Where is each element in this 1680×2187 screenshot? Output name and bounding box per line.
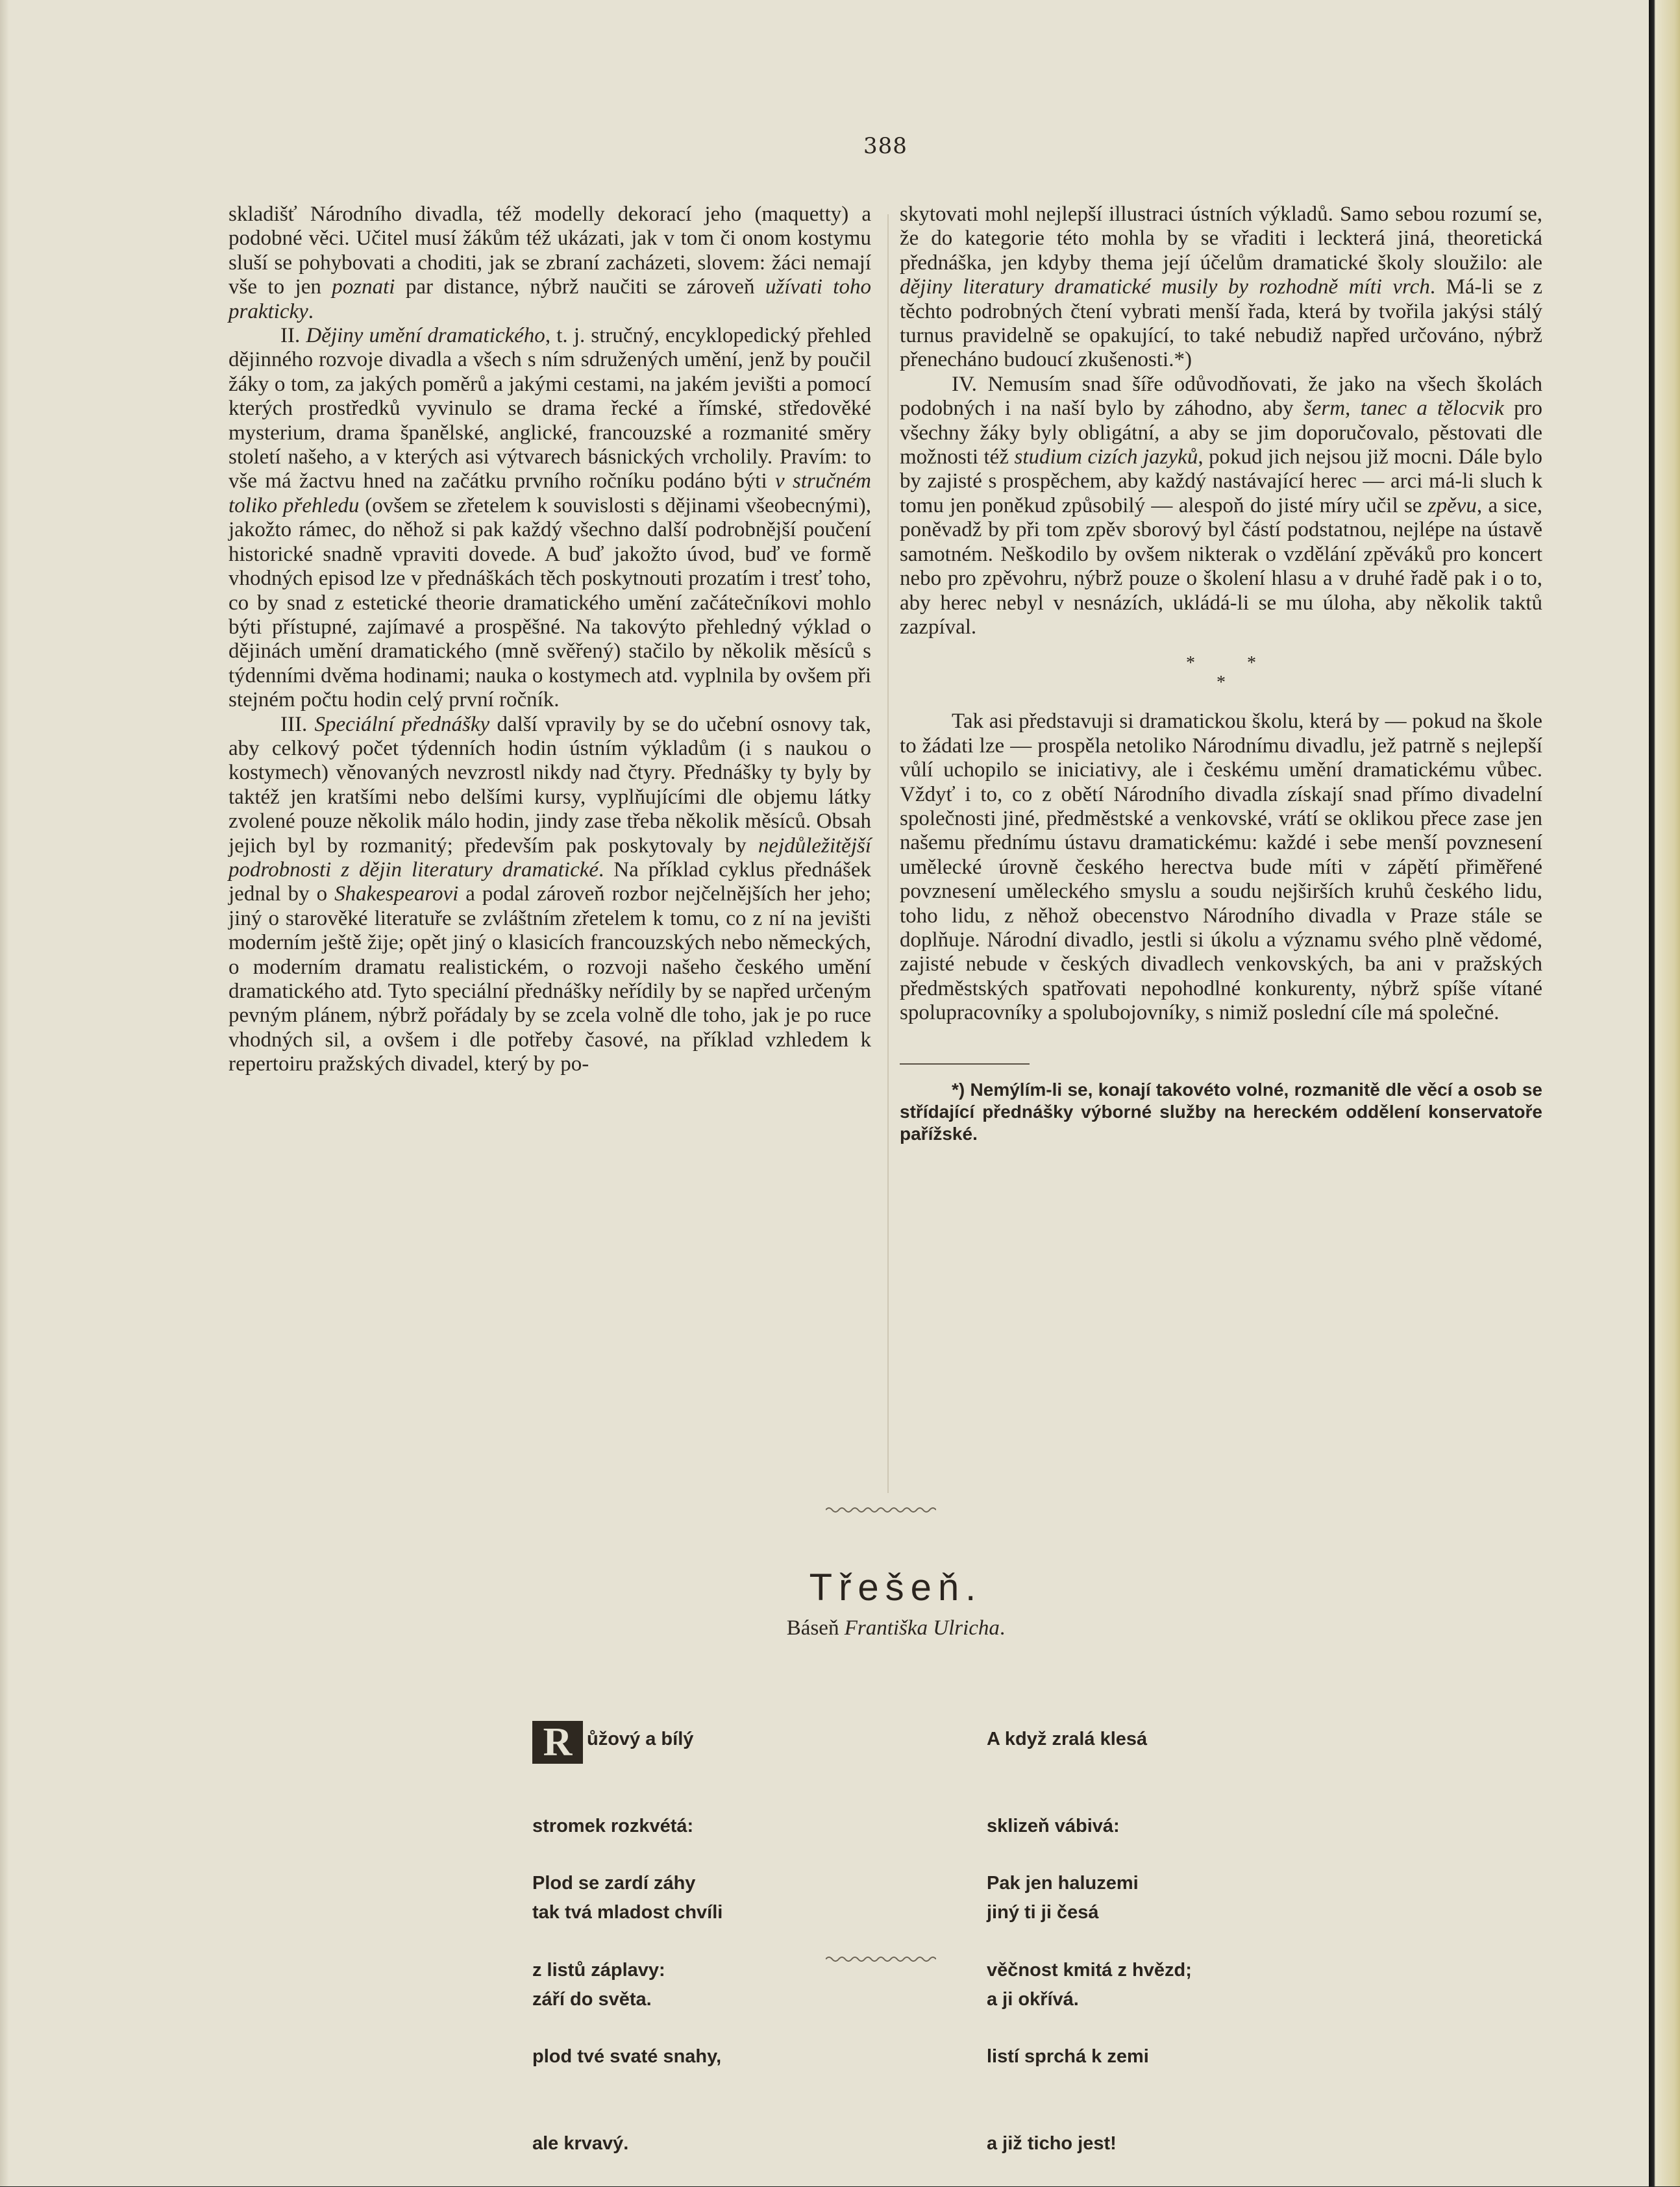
poem-stanza-4 — [987, 1811, 1192, 2187]
poem-line: září do světa. — [532, 1988, 652, 2010]
poem-line: Pak jen haluzemi — [987, 1873, 1139, 1894]
poem-line: a již ticho jest! — [987, 2132, 1117, 2154]
paragraph-skladist: skladišť Národního divadla, též modelly dekorací jeho (maquetty) a podobné věci. Učitel musí žákům též ukázati, jak v tom či onom kostymu sluší se pohybovati a choditi, jak se zbraní zacházeti, slovem: žáci nemají vše to jen poznati par distance, nýbrž naučiti se zároveň užívati toho prakticky. — [229, 203, 871, 323]
column-divider — [887, 214, 889, 1493]
poem-line: tak tvá mladost chvíli — [532, 1902, 723, 1923]
poem-line: sklizeň vábivá: — [987, 1815, 1120, 1836]
poem-title: Třešeň. — [809, 1566, 983, 1609]
ornament-wave-top — [826, 1503, 936, 1516]
footnote-rule — [900, 1063, 1030, 1065]
star-2: * — [1247, 653, 1256, 674]
poem-line: věčnost kmitá z hvězd; — [987, 1959, 1192, 1981]
poem-line: stromek rozkvétá: — [532, 1815, 694, 1836]
paragraph-specialni-prednasky: III. Speciální přednášky další vpravily by se do učební osnovy tak, aby celkový počet týdenních hodin ústním výkladům (i s naukou o kostymech) věnovaných nevzrostl nikdy nad čtyry. Přednášky ty byly by taktéž jen kratšími nebo delšími kursy, vyplňujícími dle objemu látky zvolené pouze několik málo hodin, jindy zase třeba několik měsíců. Obsah jejich byl by rozmanitý; především pak poskytovaly by nejdůležitější podrobnosti z dějin literatury dramatické. Na příklad cyklus přednášek jednal by o Shakespearovi a podal zároveň rozbor nejčelnějších her jeho; jiný o starověké literatuře se zvláštním zřetelem k tomu, co z ní na jevišti moderním ještě žije; opět jiný o klasicích francouzských nebo německých, o moderním dramatu realistickém, o rozvoji našeho českého umění dramatického atd. Tyto speciální přednášky neřídily by se napřed určeným pevným plánem, nýbrž pořádaly by se zcela volně dle toho, jak je po ruce vhodných sil, a ovšem i dle potřeby časové, na příklad vzhledem k repertoiru pražských divadel, který by po- — [229, 712, 871, 1076]
poem-line: z listů záplavy: — [532, 1959, 665, 1981]
footnote: *) Nemýlím-li se, konají takovéto volné, rozmanitě dle věcí a osob se střídající přednášky výborné služby na hereckém oddělení konservatoře pařížské. — [900, 1079, 1542, 1144]
page-right-edge — [1649, 0, 1680, 2186]
paragraph-skytovati: skytovati mohl nejlepší illustraci ústních výkladů. Samo sebou rozumí se, že do kategorie této mohla by se vřaditi i leckterá jiná, theoretická přednáška, jen kdyby thema její účelům dramatické školy sloužilo: ale dějiny literatury dramatické musily by rozhodně míti vrch. Má-li se z těchto podrobných čtení vybrati menší řada, která by tvořila jakýsi stálý turnus pravidelně se opakující, to také nebudiž napřed určováno, nýbrž přenecháno budoucí zkušenosti.*) — [900, 203, 1542, 372]
paragraph-tak-asi: Tak asi představuji si dramatickou školu, která by — pokud na škole to žádati lze — prospěla netoliko Národnímu divadlu, jež patrně s nejlepší vůlí uchopilo se iniciativy, ale i českému umění dramatickému vůbec. Vždyť i to, co z obětí Národního divadla získají snad přímo divadelní společnosti jiné, předměstské a venkovské, vrátí se oklikou přece zase jen našemu přednímu ústavu dramatickému: každé i sebe menší povznesení umělecké úrovně českého herectva bude míti v zápětí přiměřené povznesení uměleckého smyslu a soudu nejširších kruhů českého lidu, toho lidu, z něhož obecenstvo Národního divadla v Praze stále se doplňuje. Národní divadlo, jestli si úkolu a významu svého plně vědomé, zajisté nebude v českých divadlech venkovských, ba ani v pražských předměstských spatřovati nepohodlné konkurenty, nýbrž spíše vítané spolupracovníky a spolubojovníky, s nimiž poslední cíle má společné. — [900, 710, 1542, 1025]
left-column — [229, 203, 871, 1077]
poem-line: Plod se zardí záhy — [532, 1873, 696, 1894]
poem-line: R ůžový a bílý — [532, 1725, 723, 1754]
paragraph-dejiny-umeni: II. Dějiny umění dramatického, t. j. stručný, encyklopedický přehled dějinného rozvoje divadla a všech s ním sdružených umění, jenž by poučil žáky o tom, za jakých poměrů a jakými cestami, na jakém jevišti a pomocí kterých prostředků vyvinulo se drama řecké a římské, středověké mysterium, drama španělské, anglické, francouzské a rozmanité směry století našeho, a v kterých asi výtvarech básnických vrcholily. Pravím: to vše má žactvu hned na začátku prvního ročníku podáno býti v stručném toliko přehledu (ovšem se zřetelem k souvislosti s dějinami všeobecnými), jakožto rámec, do něhož si pak každý všechno další podrobnější poučení historické snadně vpraviti dovede. A buď jakožto úvod, buď ve formě vhodných episod lze v přednáškách těch poskytnouti prozatím i tresť toho, co by snad z estetické theorie dramatického umění začátečníkovi mohlo býti přístupné, zajímavé a prospěšné. Na takovýto přehledný výklad o dějinách umění dramatického (mně svěřený) stačilo by několik měsíců s týdenními dvěma hodinami; nauka o kostymech atd. vyplnila by ovšem při stejném počtu hodin celý první ročník. — [229, 324, 872, 712]
ornament-wave-bottom — [826, 1953, 936, 1966]
poem-stanza-2 — [532, 1811, 721, 2187]
section-separator-stars — [900, 654, 1542, 693]
poem-line: jiný ti ji česá — [987, 1902, 1099, 1923]
page-left-edge — [0, 0, 9, 2186]
poem-line: listí sprchá k zemi — [987, 2046, 1149, 2067]
right-column — [900, 203, 1542, 1145]
paragraph-sermy-tanec: IV. Nemusím snad šíře odůvodňovati, že jako na všech školách podobných i na naší bylo by záhodno, aby šerm, tanec a tělocvik pro všechny žáky byly obligátní, a aby se jim doporučovalo, pěstovati dle možnosti též studium cizích jazyků, pokud jich nejsou již mocni. Dále bylo by zajisté s prospěchem, aby každý nastávající herec — arci má-li sluch k tomu jen poněkud způsobilý — alespoň do jisté míry učil se zpěvu, a sice, poněvadž by při tom zpěv sborový byl částí podstatnou, nejlépe na ústavě samotném. Neškodilo by ovšem nikterak o vzdělání zpěváků pro koncert nebo pro zpěvohru, nýbrž pouze o školení hlasu a v druhé řadě pak i o to, aby herec nebyl v nesnázích, ukládá-li se mu úloha, aby několik taktů zazpíval. — [900, 372, 1543, 639]
page-number: 388 — [863, 133, 908, 159]
poem-line: ale krvavý. — [532, 2132, 629, 2154]
poem-line: A když zralá klesá — [987, 1729, 1148, 1749]
drop-cap-initial: R — [532, 1721, 583, 1764]
poem-line: plod tvé svaté snahy, — [532, 2046, 722, 2067]
star-3: * — [1217, 673, 1226, 693]
poem-line: a ji okřívá. — [987, 1988, 1079, 2010]
star-1: * — [1186, 653, 1195, 674]
poem-byline: Báseň Františka Ulricha. — [786, 1616, 1006, 1640]
